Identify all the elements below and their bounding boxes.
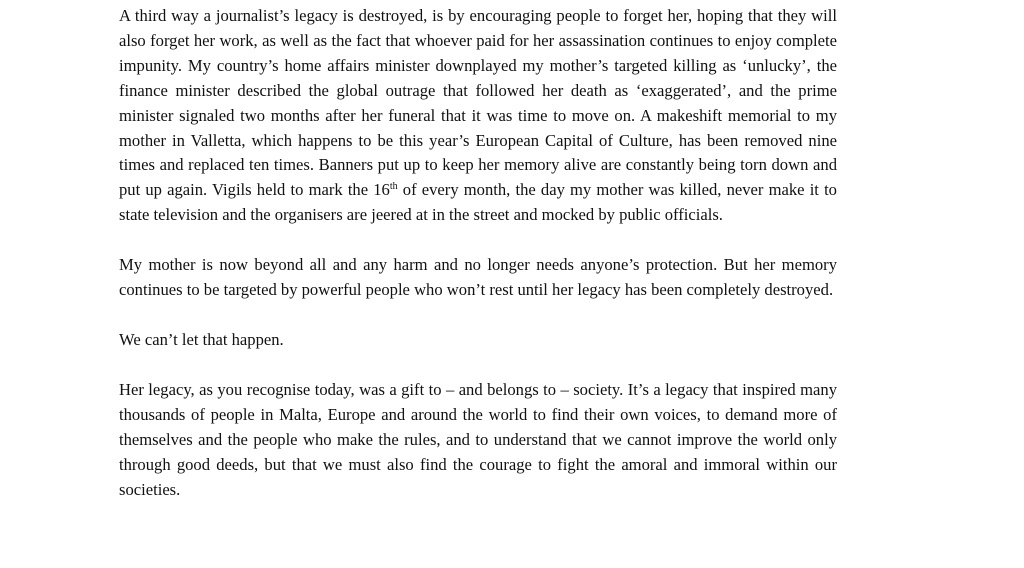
- paragraph-beyond-harm: My mother is now beyond all and any harm and no longer needs anyone’s protection. But her memory continues to be targeted by powerful people who won’t rest until her legacy has been completely destroyed.: [119, 255, 837, 300]
- paragraph-cant-let-happen: We can’t let that happen.: [119, 329, 284, 349]
- paragraph-text: A third way a journalist’s legacy is destroyed, is by encouraging people to forget her, hoping that they will also forget her work, as well as the fact that whoever paid for her assassination continues to enjoy complete impunity. My country’s home affairs minister downplayed my mother’s targeted killing as ‘unlucky’, the finance minister described the global outrage that followed her death as ‘exaggerated’, and the prime minister signaled two months after her funeral that it was time to move on. A makeshift memorial to my mother in Valletta, which happens to be this year’s European Capital of Culture, has been removed nine times and replaced ten times. Banners put up to keep her memory alive are constantly being torn down and put up again. Vigils held to mark the 16: [119, 6, 837, 200]
- paragraph-legacy-destroyed: [119, 4, 837, 228]
- document-body: [119, 4, 837, 502]
- paragraph-text-continued: of every month, the day my mother was killed, never make it to state television and the organisers are jeered at in the street and mocked by public officials.: [119, 180, 837, 225]
- ordinal-suffix: th: [389, 181, 398, 193]
- paragraph-her-legacy: Her legacy, as you recognise today, was a gift to – and belongs to – society. It’s a legacy that inspired many thousands of people in Malta, Europe and around the world to find their own voices, to demand more of themselves and the people who make the rules, and to understand that we cannot improve the world only through good deeds, but that we must also find the courage to fight the amoral and immoral within our societies.: [119, 379, 837, 499]
